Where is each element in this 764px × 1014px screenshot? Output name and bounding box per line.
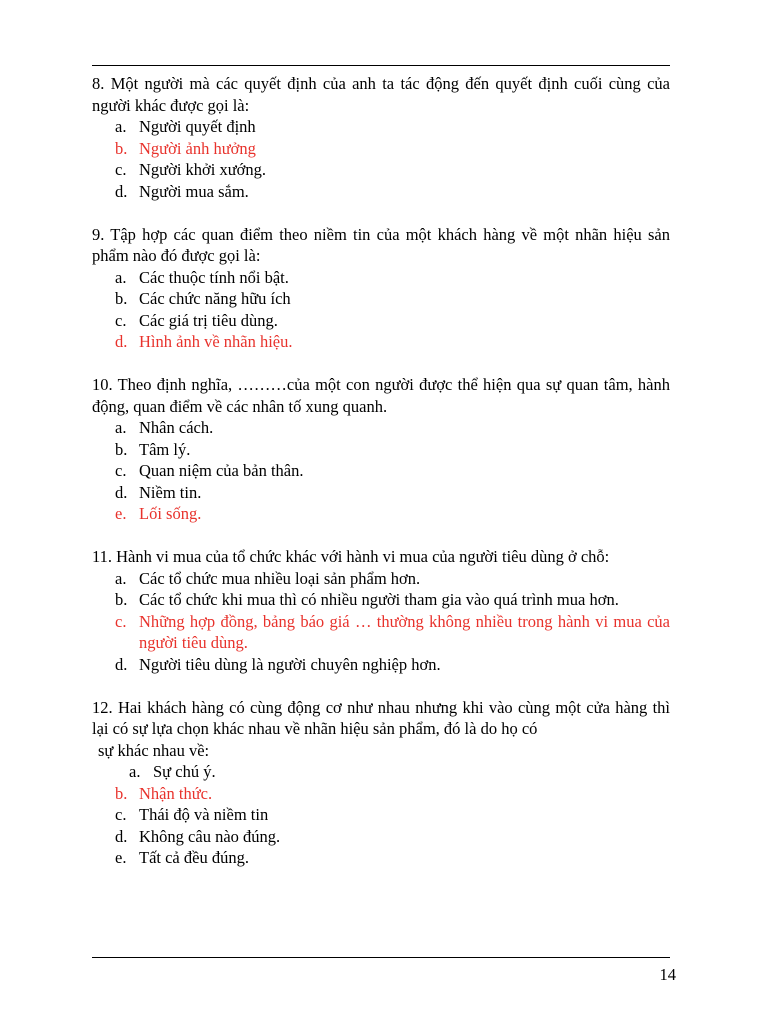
option-letter: b. xyxy=(115,783,128,803)
option-letter: a. xyxy=(115,117,127,136)
option-text: Tâm lý. xyxy=(139,439,191,459)
option-text: Người ảnh hưởng xyxy=(139,138,256,158)
question-body: Theo định nghĩa, ………của một con người được thể hiện qua sự quan tâm, hành động, quan điểm về các nhân tố xung quanh. xyxy=(92,375,670,416)
option-text: Người mua sắm. xyxy=(139,181,249,201)
option-b-correct-answer xyxy=(92,783,670,805)
option-c-correct-answer xyxy=(92,611,670,654)
question-number: 9. xyxy=(92,224,105,244)
option-text: Nhân cách. xyxy=(139,418,214,437)
option-b xyxy=(92,439,670,461)
option-c xyxy=(92,159,670,181)
question-10 xyxy=(92,374,670,525)
option-text: Nhận thức. xyxy=(139,783,213,803)
question-9 xyxy=(92,224,670,353)
option-e xyxy=(92,847,670,869)
question-body: Một người mà các quyết định của anh ta tác động đến quyết định cuối cùng của người khác được gọi là: xyxy=(92,74,671,115)
option-letter: a. xyxy=(115,267,127,287)
option-c xyxy=(92,804,670,826)
question-number: 8. xyxy=(92,74,105,93)
option-letter: a. xyxy=(115,418,127,437)
option-text: Các tổ chức khi mua thì có nhiều người tham gia vào quá trình mua hơn. xyxy=(139,590,619,609)
page-number: 14 xyxy=(659,965,676,984)
option-text: Người khởi xướng. xyxy=(139,160,267,179)
option-text: Hình ảnh về nhãn hiệu. xyxy=(139,332,293,351)
question-text xyxy=(92,697,670,740)
question-body: Hành vi mua của tổ chức khác với hành vi mua của người tiêu dùng ở chỗ: xyxy=(116,547,610,566)
option-d xyxy=(92,482,670,504)
option-letter: b. xyxy=(115,439,128,459)
option-letter: a. xyxy=(115,568,127,588)
question-body: Tập hợp các quan điểm theo niềm tin của một khách hàng về một nhãn hiệu sản phẩm nào đó được gọi là: xyxy=(92,224,670,265)
option-c xyxy=(92,310,670,332)
option-text: Các giá trị tiêu dùng. xyxy=(139,310,278,330)
option-text: Các thuộc tính nổi bật. xyxy=(139,267,289,287)
question-list xyxy=(92,73,670,890)
option-letter: e. xyxy=(115,848,127,867)
option-letter: c. xyxy=(115,160,127,179)
option-e-correct-answer xyxy=(92,503,670,525)
question-8 xyxy=(92,73,670,202)
option-b-correct-answer xyxy=(92,138,670,160)
option-d xyxy=(92,826,670,848)
option-text: Sự chú ý. xyxy=(153,762,216,781)
option-letter: c. xyxy=(115,310,127,330)
option-letter: c. xyxy=(115,461,127,480)
option-text: Thái độ và niềm tin xyxy=(139,805,269,824)
option-letter: d. xyxy=(115,181,128,201)
option-text: Lối sống. xyxy=(139,504,202,523)
option-a xyxy=(92,267,670,289)
option-c xyxy=(92,460,670,482)
question-text xyxy=(92,374,670,417)
option-a xyxy=(92,116,670,138)
option-text: Các chức năng hữu ích xyxy=(139,289,291,308)
option-a xyxy=(92,761,670,783)
option-b xyxy=(92,288,670,310)
question-number: 10. xyxy=(92,375,113,394)
question-number: 11. xyxy=(92,547,113,566)
option-a xyxy=(92,568,670,590)
option-a xyxy=(92,417,670,439)
option-text: Niềm tin. xyxy=(139,482,202,502)
option-letter: b. xyxy=(115,138,128,158)
option-letter: b. xyxy=(115,590,128,609)
option-text: Các tổ chức mua nhiều loại sản phẩm hơn. xyxy=(139,568,421,588)
question-number: 12. xyxy=(92,697,113,717)
option-letter: d. xyxy=(115,482,128,502)
option-text: Tất cả đều đúng. xyxy=(139,848,249,867)
option-text: Người tiêu dùng là người chuyên nghiệp hơn. xyxy=(139,654,441,674)
option-letter: d. xyxy=(115,332,128,351)
option-letter: b. xyxy=(115,289,128,308)
question-12 xyxy=(92,697,670,869)
question-text xyxy=(92,224,670,267)
question-text-continued xyxy=(92,740,670,762)
header-rule xyxy=(92,65,670,66)
option-letter: c. xyxy=(115,611,127,631)
footer-rule xyxy=(92,957,670,958)
option-letter: c. xyxy=(115,805,127,824)
option-d xyxy=(92,654,670,676)
option-text: Những hợp đồng, bảng báo giá … thường không nhiều trong hành vi mua của người tiêu dùng. xyxy=(139,611,670,652)
option-letter: e. xyxy=(115,504,127,523)
option-d-correct-answer xyxy=(92,331,670,353)
option-letter: d. xyxy=(115,826,128,846)
question-body: Hai khách hàng có cùng động cơ như nhau nhưng khi vào cùng một cửa hàng thì lại có sự lựa chọn khác nhau về nhãn hiệu sản phẩm, đó là do họ có xyxy=(92,697,671,738)
option-letter: d. xyxy=(115,654,128,674)
option-b xyxy=(92,589,670,611)
option-letter: a. xyxy=(129,762,141,781)
question-body-continued: sự khác nhau về: xyxy=(98,740,210,760)
option-text: Quan niệm của bản thân. xyxy=(139,461,304,480)
option-text: Không câu nào đúng. xyxy=(139,826,281,846)
question-text xyxy=(92,546,670,568)
question-11 xyxy=(92,546,670,675)
option-text: Người quyết định xyxy=(139,117,256,136)
option-d xyxy=(92,181,670,203)
question-text xyxy=(92,73,670,116)
